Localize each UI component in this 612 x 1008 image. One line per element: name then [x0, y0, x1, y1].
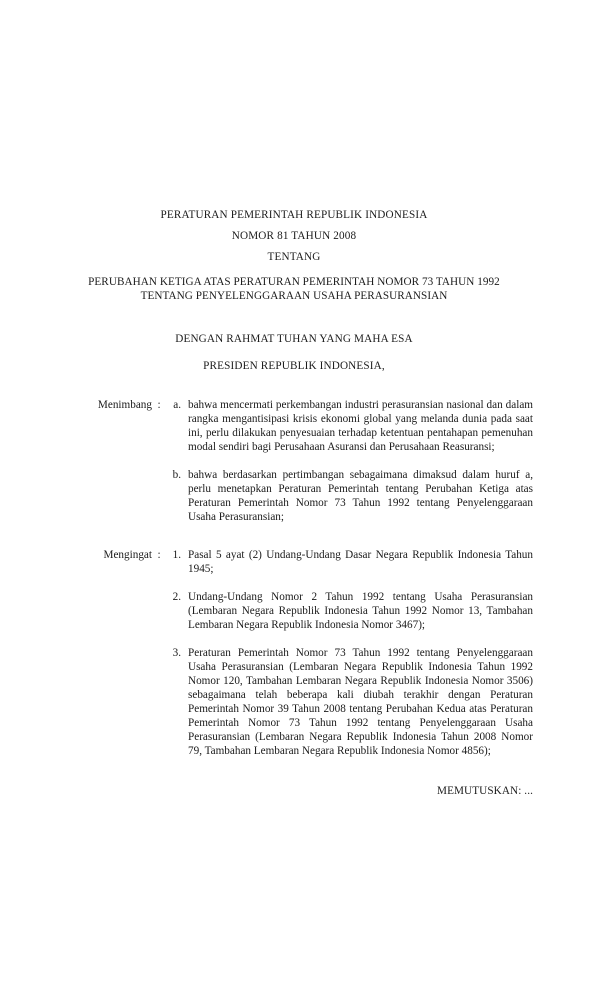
document-title-block	[55, 205, 533, 303]
list-item-text: Peraturan Pemerintah Nomor 73 Tahun 1992 tentang Penyelenggaraan Usaha Perasuransian (Lembaran Negara Republik Indonesia Tahun 1992 Nomor 120, Tambahan Lembaran Negara Republik Indonesia Nomor 3506) sebagaimana telah beberapa kali diubah terakhir dengan Peraturan Pemerintah Nomor 39 Tahun 2008 tentang Perubahan Kedua atas Peraturan Pemerintah Nomor 73 Tahun 1992 tentang Penyelenggaraan Usaha Perasuransian (Lembaran Negara Republik Indonesia Tahun 2008 Nomor 79, Tambahan Lembaran Negara Republik Indonesia Nomor 4856);	[188, 647, 533, 758]
list-item	[166, 590, 533, 632]
title-subject: PERUBAHAN KETIGA ATAS PERATURAN PEMERINTAH NOMOR 73 TAHUN 1992 TENTANG PENYELENGGARAAN USAHA PERASURANSIAN	[88, 275, 500, 302]
invocation-blessing: DENGAN RAHMAT TUHAN YANG MAHA ESA	[175, 333, 413, 346]
title-line-number: NOMOR 81 TAHUN 2008	[231, 230, 357, 242]
list-item	[166, 468, 533, 524]
list-item-text: bahwa berdasarkan pertimbangan sebagaimana dimaksud dalam huruf a, perlu menetapkan Peraturan Pemerintah tentang Perubahan Ketiga atas Peraturan Pemerintah Nomor 73 Tahun 1992 tentang Penyelenggaraan Usaha Perasuransian;	[188, 469, 533, 524]
list-item-marker: a.	[173, 399, 181, 412]
legal-basis-colon: :	[157, 549, 161, 562]
decision-note: MEMUTUSKAN: ...	[437, 785, 533, 798]
legal-basis-label: Mengingat	[103, 549, 152, 562]
considerations-items	[166, 398, 533, 524]
list-item-text: Pasal 5 ayat (2) Undang-Undang Dasar Negara Republik Indonesia Tahun 1945;	[188, 549, 533, 576]
considerations-colon: :	[157, 399, 161, 412]
invocation-block	[55, 332, 533, 373]
title-line-tentang: TENTANG	[267, 251, 321, 263]
considerations-label: Menimbang	[97, 399, 152, 412]
invocation-authority: PRESIDEN REPUBLIK INDONESIA,	[203, 360, 385, 373]
list-item	[166, 548, 533, 576]
legal-basis-items	[166, 548, 533, 758]
legal-basis-section	[55, 548, 533, 758]
list-item-text: bahwa mencermati perkembangan industri perasuransian nasional dan dalam rangka mengantisipasi krisis ekonomi global yang melanda dunia pada saat ini, perlu dilakukan penyesuaian terhadap ketentuan pentahapan pemenuhan modal sendiri bagi Perusahaan Asuransi dan Perusahaan Reasuransi;	[188, 399, 533, 454]
list-item-marker: 3.	[172, 647, 181, 660]
list-item-marker: b.	[172, 469, 181, 482]
list-item	[166, 646, 533, 758]
considerations-section	[55, 398, 533, 524]
list-item-marker: 1.	[172, 549, 181, 562]
document-body	[55, 205, 533, 798]
list-item-text: Undang-Undang Nomor 2 Tahun 1992 tentang Usaha Perasuransian (Lembaran Negara Republik Indonesia Tahun 1992 Nomor 13, Tambahan Lembaran Negara Republik Indonesia Nomor 3467);	[188, 591, 533, 632]
list-item	[166, 398, 533, 454]
title-line-republic: PERATURAN PEMERINTAH REPUBLIK INDONESIA	[160, 209, 428, 221]
list-item-marker: 2.	[172, 591, 181, 604]
